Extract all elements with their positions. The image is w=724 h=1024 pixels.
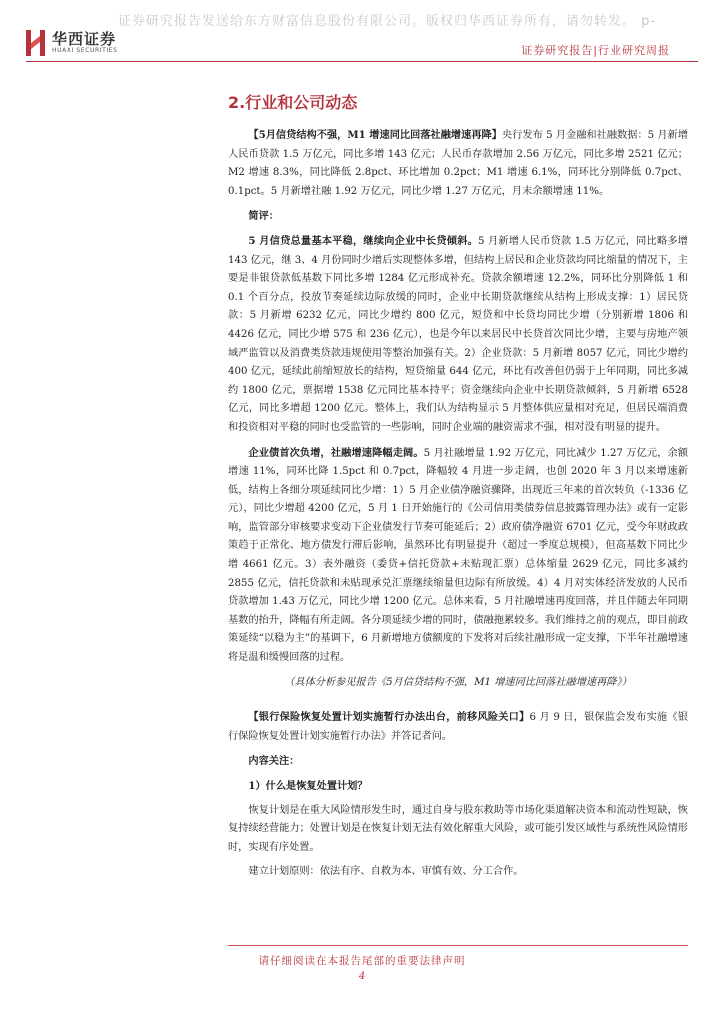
focus-label: 内容关注： <box>248 755 300 768</box>
social-financing-lead: 企业债首次负增，社融增速降幅走阔。 <box>248 446 424 459</box>
article-body <box>228 126 688 888</box>
article1-intro-text: 央行发布 5 月金融和社融数据：5 月新增人民币贷款 1.5 万亿元，同比多增 143 亿元；人民币存款增加 2.56 万亿元，同比多增 2521 亿元；M2 增速 8.3%，同比降低 2.8pct、环比增加 0.2pct；M1 增速 6.1%，同环比分别降低 0.7pct、0.1pct。5 月新增社融 1.92 万亿元，同比少增 1.27 万亿元，月末余额增速 11%。 <box>228 130 689 197</box>
huaxi-logo-icon <box>26 30 46 56</box>
plan-principles: 建立计划原则：依法有序、自救为本、审慎有效、分工合作。 <box>248 866 524 878</box>
article1-headline: 【5月信贷结构不强，M1 增速同比回落社融增速再降】 <box>248 129 502 141</box>
report-type-label: 证券研究报告|行业研究周报 <box>521 44 670 57</box>
page-number: 4 <box>358 971 366 982</box>
loans-text: 5 月新增人民币贷款 1.5 万亿元，同比略多增 143 亿元，继 3、4 月份同时少增后实现整体多增，但结构上居民和企业贷款均同比缩量的情况下，主要是非银贷款低基数下同比多增 1284 亿元形成补充。贷款余额增速 12.2%，同环比分别降低 1 和 0.1 个百分点，投放节奏延续边际放缓的同时，企业中长期贷款继续从结构上形成支撑：1）居民贷款：5 月新增 6232 亿元，同比少增约 800 亿元，短贷和中长贷均同比少增（分别新增 1806 和 4426 亿元，同比少增 575 和 236 亿元），也是今年以来居民中长贷首次同比少增，主要与房地产领域严监管以及消费类贷款违规使用等整治加强有关。2）企业贷款：5 月新增 8057 亿元，同比少增约 400 亿元，延续此前缩短放长的结构，短贷缩量 644 亿元，环比有改善但仍弱于上年同期，同比多减约 1800 亿元，票据增 1538 亿元同比基本持平；资金继续向企业中长期贷款倾斜，5 月新增 6528 亿元，同比多增超 1200 亿元。整体上，我们认为结构显示 5 月整体供应量相对充足，但居民端消费和投资相对平稳的同时也受监管的一些影响，同时企业端的融资需求不强，相对没有明显的提升。 <box>228 235 688 433</box>
social-financing-text: 5 月社融增量 1.92 万亿元，同比减少 1.27 万亿元，余额增速 11%，同环比降 1.5pct 和 0.7pct，降幅较 4 月进一步走阔，也创 2020 年 3 月以来增速新低，结构上各细分项延续同比少增：1）5 月企业债净融资骤降，出现近三年来的首次转负（-1336 亿元），同比少增超 4200 亿元，5 月 1 日开始施行的《公司信用类债券信息披露管理办法》或有一定影响，监管部分审核要求变动下企业债发行节奏可能延后；2）政府债净融资 6701 亿元，受今年财政政策趋于正常化、地方债发行滞后影响，虽然环比有明显提升（超过一季度总规模），但高基数下同比少增 4661 亿元。3）表外融资（委贷+信托贷款+未贴现汇票）总体缩量 2629 亿元，同比多减约 2855 亿元，信托贷款和未贴现承兑汇票继续缩量但边际有所放缓。4）4 月对实体经济发放的人民币贷款增加 1.43 万亿元，同比少增 1200 亿元。总体来看，5 月社融增速再度回落，并且伴随去年同期基数的抬升，降幅有所走阔。各分项延续少增的同时，债融拖累较多。我们维持之前的观点，即目前政策延续“以稳为主”的基调下，6 月新增地方债额度的下发将对后续社融形成一定支撑，下半年社融增速将是温和缓慢回落的过程。 <box>228 447 688 664</box>
article2-headline: 【银行保险恢复处置计划实施暂行办法出台，前移风险关口】 <box>248 711 530 724</box>
watermark-text: 证券研究报告发送给东方财富信息股份有限公司。版权归华西证券所有，请勿转发。 p- <box>118 14 657 29</box>
comment-label: 简评： <box>248 210 279 223</box>
legal-disclaimer-note: 请仔细阅读在本报告尾部的重要法律声明 <box>258 955 466 967</box>
article1-paragraph-loans <box>228 232 688 438</box>
article2-intro <box>228 708 688 746</box>
question-1: 1）什么是恢复处置计划？ <box>248 780 368 792</box>
footer-divider <box>228 945 688 946</box>
logo-name-cn: 华西证券 <box>52 30 117 48</box>
header-divider <box>26 61 698 62</box>
recovery-plan-definition: 恢复计划是在重大风险情形发生时，通过自身与股东救助等市场化渠道解决资本和流动性短缺，恢复持续经营能力；处置计划是在恢复计划无法有效化解重大风险，或可能引发区域性与系统性风险情形时，实现有序处置。 <box>228 804 688 853</box>
article2-intro-text: 6 月 9 日，银保监会发布实施《银行保险恢复处置计划实施暂行办法》并答记者问。 <box>228 712 688 742</box>
section-title: 2.行业和公司动态 <box>228 93 358 112</box>
article1-paragraph-social-financing <box>228 444 688 668</box>
report-reference: （具体分析参见报告《5月信贷结构不强，M1 增速同比回落社融增速再降》） <box>284 676 632 688</box>
logo-name-en: HUAXI SECURITIES <box>52 47 118 54</box>
article1-intro <box>228 126 688 201</box>
loans-lead: 5 月信贷总量基本平稳，继续向企业中长贷倾斜。 <box>248 234 479 247</box>
company-logo <box>26 30 118 56</box>
